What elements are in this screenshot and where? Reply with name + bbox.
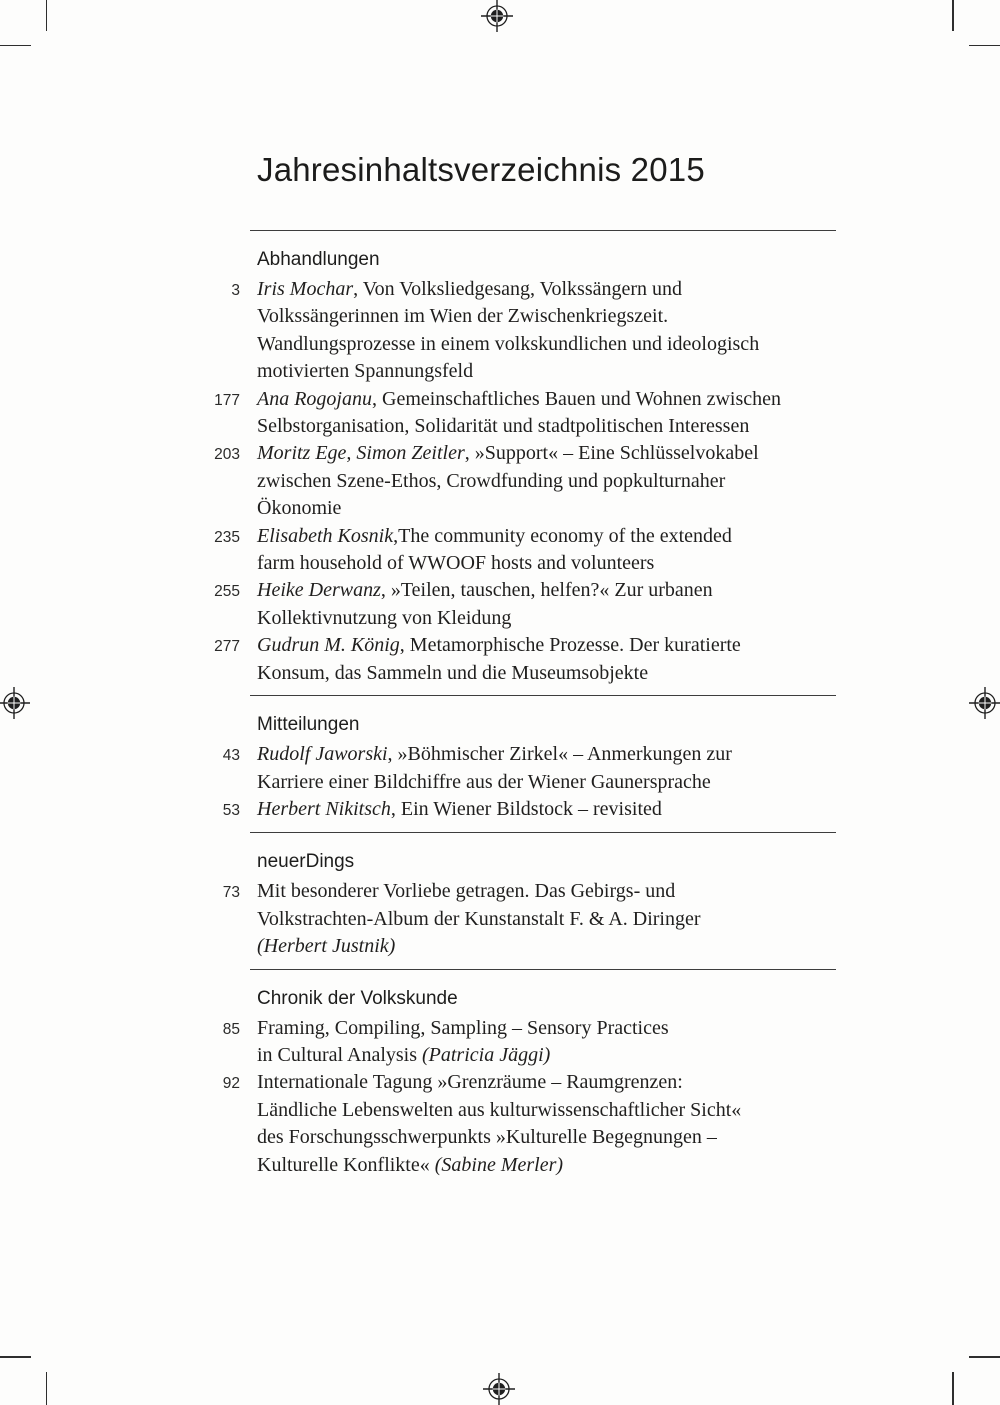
toc-content bbox=[204, 150, 852, 1187]
toc-entry bbox=[204, 1015, 852, 1070]
entry-author-italic: Gudrun M. König bbox=[257, 634, 400, 657]
entry-title-text: Mit besonderer Vorliebe getragen. Das Gebirgs- und bbox=[257, 880, 676, 903]
entry-title-text: Volkssängerinnen im Wien der Zwischenkriegszeit. bbox=[257, 305, 669, 328]
toc-section bbox=[204, 695, 852, 824]
section-divider bbox=[250, 695, 836, 696]
entry-text-line bbox=[257, 331, 759, 358]
toc-entry bbox=[204, 796, 852, 824]
entry-text-line bbox=[257, 495, 759, 522]
crop-mark-top-left-vertical bbox=[46, 0, 48, 31]
toc-section bbox=[204, 969, 852, 1179]
entry-text-line bbox=[257, 1124, 741, 1151]
toc-entry bbox=[204, 741, 852, 796]
entry-text-line bbox=[257, 276, 759, 303]
entry-author-italic: (Sabine Merler) bbox=[434, 1153, 564, 1176]
entry-text bbox=[257, 1015, 669, 1070]
entry-title-text: , Gemeinschaftliches Bauen und Wohnen zwischen bbox=[372, 387, 782, 410]
toc-entry bbox=[204, 632, 852, 687]
entry-page-number: 177 bbox=[214, 391, 240, 409]
entry-author-italic: Rudolf Jaworski bbox=[257, 743, 388, 766]
entry-title-text: Internationale Tagung »Grenzräume – Raumgrenzen: bbox=[257, 1071, 683, 1094]
entry-title-text: zwischen Szene-Ethos, Crowdfunding und popkulturnaher bbox=[257, 469, 726, 492]
toc-entry bbox=[204, 577, 852, 632]
entry-title-text: , Ein Wiener Bildstock – revisited bbox=[390, 797, 662, 820]
entry-text-line bbox=[257, 933, 701, 960]
entry-page-number: 255 bbox=[214, 583, 240, 601]
entry-text-line bbox=[257, 303, 759, 330]
entry-title-text: ,The community economy of the extended bbox=[393, 524, 732, 547]
page-title: Jahresinhaltsverzeichnis 2015 bbox=[257, 151, 705, 188]
entry-text-line bbox=[257, 468, 759, 495]
entry-page-number: 235 bbox=[214, 528, 240, 546]
crop-mark-bottom-right-vertical bbox=[952, 1372, 954, 1405]
entry-text-line bbox=[257, 1097, 741, 1124]
entry-text-line bbox=[257, 660, 741, 687]
toc-entry bbox=[204, 878, 852, 960]
entry-text-line bbox=[257, 386, 781, 413]
entry-page-number: 92 bbox=[222, 1075, 240, 1093]
section-heading: neuerDings bbox=[257, 851, 355, 873]
entry-text bbox=[257, 632, 741, 687]
registration-mark-icon-left bbox=[0, 687, 30, 719]
entry-title-text: farm household of WWOOF hosts and volunteers bbox=[257, 552, 655, 575]
entry-text bbox=[257, 796, 662, 823]
entry-text-line bbox=[257, 440, 759, 467]
entry-text-line bbox=[257, 413, 781, 440]
entry-page-number: 85 bbox=[222, 1020, 240, 1038]
toc-entry bbox=[204, 523, 852, 578]
entry-text bbox=[257, 1069, 741, 1179]
entry-title-text: Konsum, das Sammeln und die Museumsobjekte bbox=[257, 661, 649, 684]
entry-author-italic: Moritz Ege, Simon Zeitler bbox=[257, 442, 465, 465]
entry-title-text: , »Teilen, tauschen, helfen?« Zur urbanen bbox=[380, 579, 713, 602]
section-divider bbox=[250, 832, 836, 833]
entry-text bbox=[257, 386, 781, 441]
section-divider bbox=[250, 969, 836, 970]
entry-title-text: Karriere einer Bildchiffre aus der Wiener Gaunersprache bbox=[257, 770, 711, 793]
entry-text bbox=[257, 577, 713, 632]
entry-text bbox=[257, 878, 701, 960]
entry-title-text: Ländliche Lebenswelten aus kulturwissenschaftlicher Sicht« bbox=[257, 1098, 742, 1121]
entry-page-number: 3 bbox=[231, 282, 240, 299]
entry-title-text: Ökonomie bbox=[257, 497, 342, 520]
entry-author-italic: (Patricia Jäggi) bbox=[422, 1043, 551, 1066]
section-heading: Mitteilungen bbox=[257, 714, 360, 736]
entry-text-line bbox=[257, 878, 701, 905]
toc-entry bbox=[204, 276, 852, 386]
entry-title-text: Volkstrachten-Album der Kunstanstalt F. & A. Diringer bbox=[257, 907, 701, 930]
entry-text-line bbox=[257, 523, 732, 550]
entry-text-line bbox=[257, 796, 662, 823]
entry-author-italic: Iris Mochar bbox=[257, 278, 354, 300]
entry-text-line bbox=[257, 1152, 741, 1179]
toc-entry bbox=[204, 440, 852, 522]
registration-mark-icon-bottom bbox=[483, 1373, 515, 1405]
toc-section bbox=[204, 832, 852, 960]
entry-title-text: , »Support« – Eine Schlüsselvokabel bbox=[464, 442, 759, 465]
section-heading: Abhandlungen bbox=[257, 249, 380, 270]
toc-entry bbox=[204, 386, 852, 441]
entry-text-line bbox=[257, 605, 713, 632]
entry-text-line bbox=[257, 577, 713, 604]
crop-mark-top-right-horizontal bbox=[969, 45, 1000, 47]
entry-title-text: des Forschungsschwerpunkts »Kulturelle Begegnungen – bbox=[257, 1126, 717, 1149]
entry-title-text: , Von Volksliedgesang, Volkssängern und bbox=[353, 278, 683, 300]
entry-page-number: 73 bbox=[222, 884, 240, 902]
entry-text-line bbox=[257, 1015, 669, 1042]
entry-author-italic: Herbert Nikitsch bbox=[257, 797, 391, 820]
entry-title-text: Framing, Compiling, Sampling – Sensory Practices bbox=[257, 1016, 669, 1039]
entry-text-line bbox=[257, 1042, 669, 1069]
entry-author-italic: Ana Rogojanu bbox=[257, 387, 372, 410]
entry-page-number: 277 bbox=[214, 638, 240, 656]
entry-title-text: in Cultural Analysis bbox=[257, 1043, 422, 1066]
entry-title-text: Wandlungsprozesse in einem volkskundlichen und ideologisch bbox=[257, 332, 760, 355]
section-divider bbox=[250, 230, 836, 231]
crop-mark-top-left-horizontal bbox=[0, 45, 31, 47]
entry-text-line bbox=[257, 550, 732, 577]
entry-text-line bbox=[257, 632, 741, 659]
toc-sections bbox=[204, 230, 852, 1179]
entry-page-number: 53 bbox=[222, 801, 240, 819]
entry-text bbox=[257, 276, 759, 386]
entry-title-text: Kollektivnutzung von Kleidung bbox=[257, 606, 512, 629]
section-heading: Chronik der Volkskunde bbox=[257, 987, 458, 1009]
entry-text bbox=[257, 741, 732, 796]
entry-title-text: Kulturelle Konflikte« bbox=[257, 1153, 435, 1176]
entry-author-italic: Elisabeth Kosnik bbox=[257, 524, 394, 547]
entry-text-line bbox=[257, 769, 732, 796]
crop-mark-top-right-vertical bbox=[952, 0, 954, 31]
entry-text-line bbox=[257, 358, 759, 385]
entry-title-text: Selbstorganisation, Solidarität und stadtpolitischen Interessen bbox=[257, 415, 750, 438]
crop-mark-bottom-left-horizontal bbox=[0, 1356, 31, 1358]
entry-text-line bbox=[257, 741, 732, 768]
registration-mark-icon-top bbox=[481, 0, 513, 32]
entry-text-line bbox=[257, 1069, 741, 1096]
entry-page-number: 43 bbox=[222, 747, 240, 765]
toc-section bbox=[204, 230, 852, 687]
entry-author-italic: (Herbert Justnik) bbox=[257, 935, 396, 958]
toc-entry bbox=[204, 1069, 852, 1179]
entry-author-italic: Heike Derwanz bbox=[257, 579, 381, 602]
entry-text bbox=[257, 440, 759, 522]
entry-title-text: , »Böhmischer Zirkel« – Anmerkungen zur bbox=[387, 743, 732, 766]
registration-mark-icon-right bbox=[969, 687, 1000, 719]
entry-title-text: , Metamorphische Prozesse. Der kuratierte bbox=[399, 634, 741, 657]
crop-mark-bottom-right-horizontal bbox=[969, 1356, 1000, 1358]
entry-text bbox=[257, 523, 732, 578]
entry-page-number: 203 bbox=[214, 446, 240, 464]
entry-title-text: motivierten Spannungsfeld bbox=[257, 360, 474, 383]
crop-mark-bottom-left-vertical bbox=[46, 1372, 48, 1405]
entry-text-line bbox=[257, 906, 701, 933]
